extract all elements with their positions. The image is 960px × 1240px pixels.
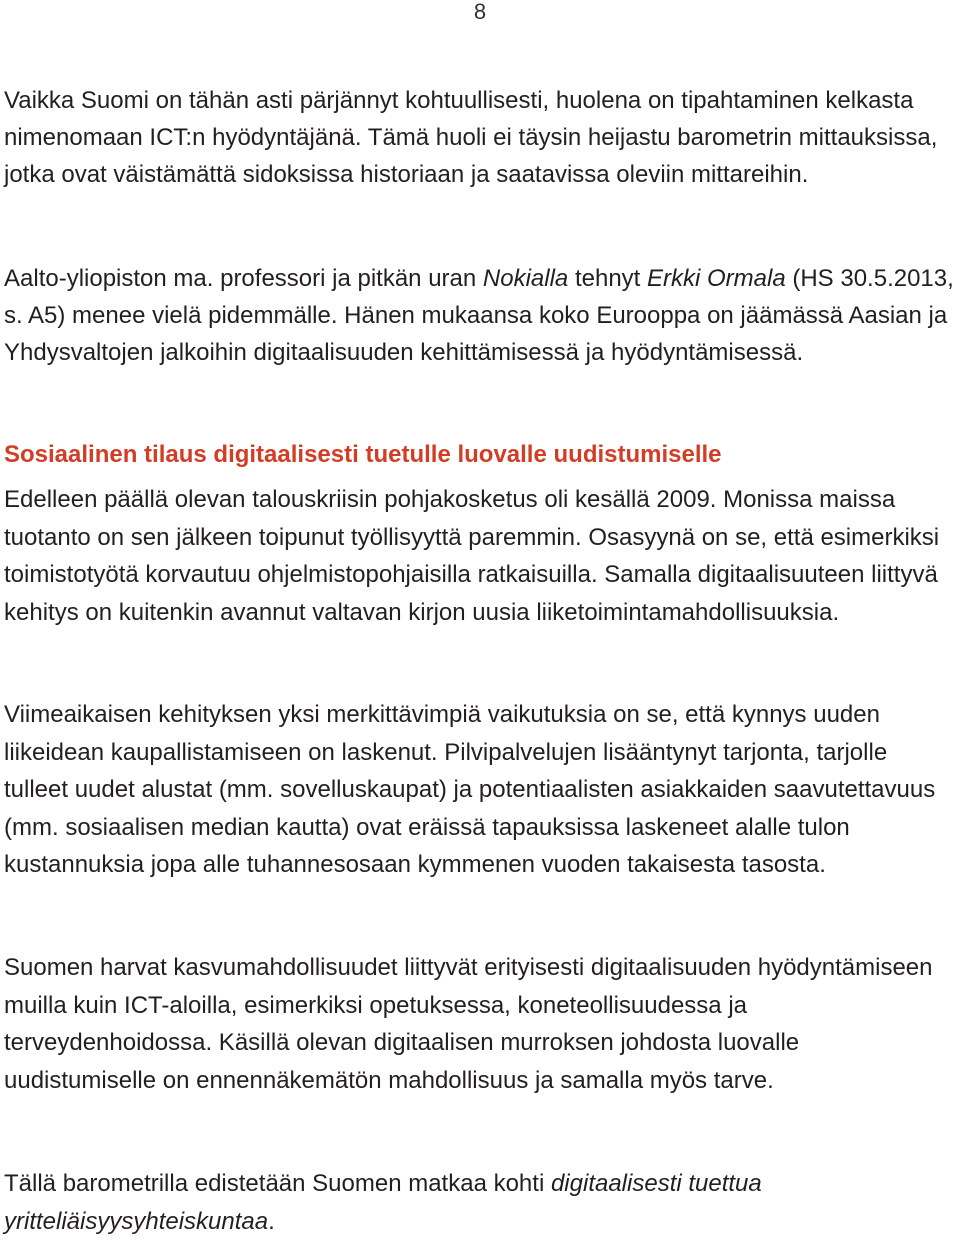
- paragraph-recent-development: [4, 696, 956, 884]
- paragraph-intro-text: Vaikka Suomi on tähän asti pärjännyt kohtuullisesti, huolena on tipahtaminen kelkasta nimenomaan ICT:n hyödyntäjänä. Tämä huoli ei täysin heijastu barometrin mittauksissa, jotka ovat väistämättä sidoksissa historiaan ja saatavissa oleviin mittareihin.: [4, 87, 938, 188]
- paragraph-growth: [4, 949, 956, 1099]
- text-span: Aalto-yliopiston ma. professori ja pitkän uran: [4, 265, 483, 292]
- paragraph-recession-text: Edelleen päällä olevan talouskriisin pohjakosketus oli kesällä 2009. Monissa maissa tuotanto on sen jälkeen toipunut työllisyyttä paremmin. Osasyynä on se, että esimerkiksi toimistotyötä korvautuu ohjelmistopohjaisilla ratkaisuilla. Samalla digitaalisuuteen liittyvä kehitys on kuitenkin avannut valtavan kirjon uusia liiketoimintamahdollisuuksia.: [4, 486, 940, 626]
- paragraph-recent-development-text: Viimeaikaisen kehityksen yksi merkittävimpiä vaikutuksia on se, että kynnys uuden liikeidean kaupallistamiseen on laskenut. Pilvipalvelujen lisääntynyt tarjonta, tarjolle tulleet uudet alustat (mm. sovelluskaupat) ja potentiaalisten asiakkaiden saavutettavuus (mm. sosiaalisen median kautta) ovat eräissä tapauksissa laskeneet alalle tulon kustannuksia jopa alle tuhannesosaan kymmenen vuoden takaisesta tasosta.: [4, 701, 936, 878]
- paragraph-growth-text: Suomen harvat kasvumahdollisuudet liittyvät erityisesti digitaalisuuden hyödyntämiseen muilla kuin ICT-aloilla, esimerkiksi opetuksessa, koneteollisuudessa ja terveydenhoidossa. Käsillä olevan digitaalisen murroksen johdosta luovalle uudistumiselle on ennennäkemätön mahdollisuus ja samalla myös tarve.: [4, 954, 933, 1094]
- section-heading: Sosiaalinen tilaus digitaalisesti tuetulle luovalle uudistumiselle: [4, 441, 722, 468]
- text-span: (HS 30.5.2013, s. A5) menee vielä pidemmälle. Hänen mukaansa koko Eurooppa on jäämässä Aasian ja Yhdysvaltojen jalkoihin digitaalisuuden kehittämisessä ja hyödyntämisessä.: [4, 265, 954, 366]
- page-number: 8: [473, 0, 487, 24]
- emphasis-nokialla: Nokialla: [482, 265, 569, 292]
- paragraph-closing-text: [4, 1165, 956, 1240]
- text-span: Tällä barometrilla edistetään Suomen matkaa kohti: [4, 1170, 551, 1197]
- paragraph-recession: [4, 481, 956, 631]
- paragraph-closing: [4, 1165, 956, 1240]
- emphasis-erkki-ormala: Erkki Ormala: [647, 265, 786, 292]
- paragraph-ormala: [4, 260, 956, 371]
- paragraph-intro: [4, 82, 956, 193]
- emphasis-closing: digitaalisesti tuettua yritteliäisyysyhteiskuntaa: [4, 1170, 762, 1235]
- text-span: tehnyt: [568, 265, 647, 292]
- paragraph-ormala-text: [4, 260, 956, 371]
- text-span: .: [268, 1207, 275, 1235]
